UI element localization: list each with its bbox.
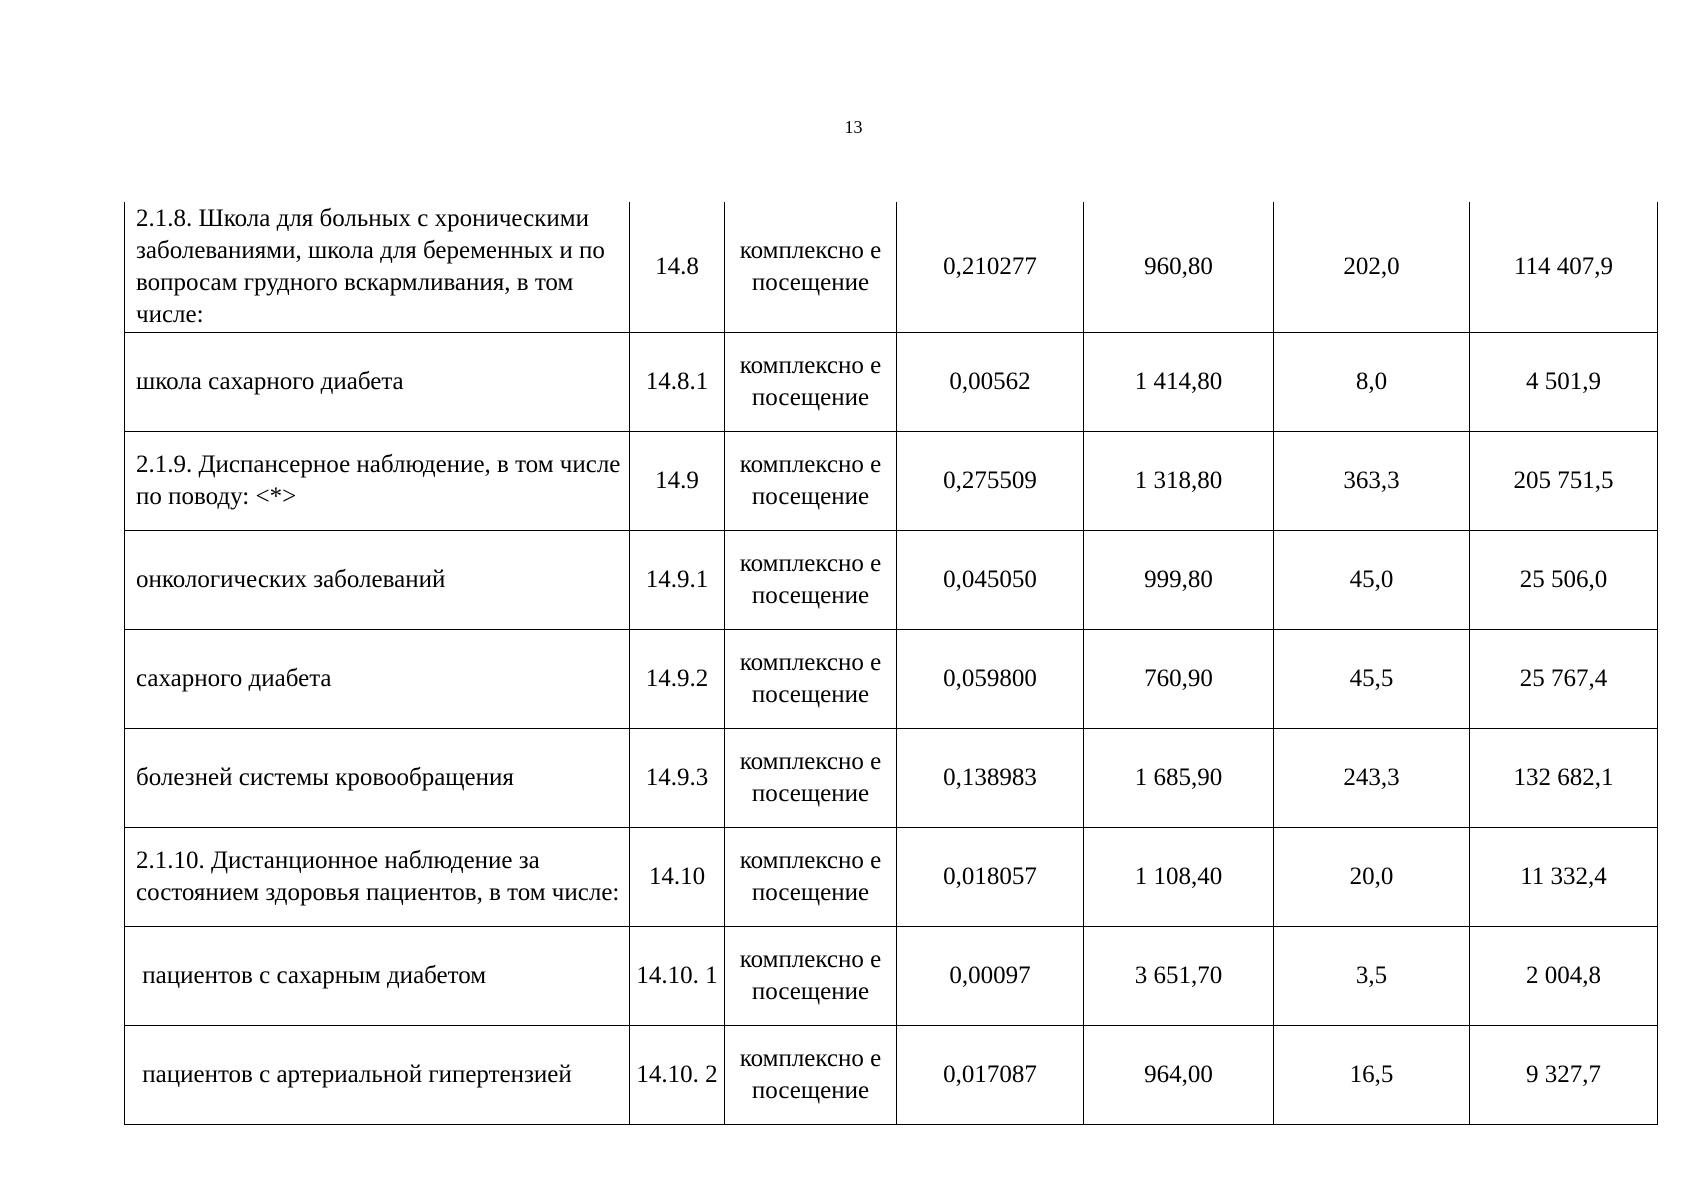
row-cost: 999,80 bbox=[1084, 531, 1274, 630]
row-total: 114 407,9 bbox=[1470, 202, 1658, 333]
row-norm: 0,275509 bbox=[897, 432, 1084, 531]
row-name: пациентов с сахарным диабетом bbox=[125, 927, 630, 1026]
table-row bbox=[125, 202, 1658, 333]
row-unit: комплексно е посещение bbox=[725, 531, 897, 630]
row-name: онкологических заболеваний bbox=[125, 531, 630, 630]
row-total: 25 767,4 bbox=[1470, 630, 1658, 729]
row-total: 132 682,1 bbox=[1470, 729, 1658, 828]
row-total: 25 506,0 bbox=[1470, 531, 1658, 630]
row-code: 14.8 bbox=[630, 202, 725, 333]
row-norm: 0,00562 bbox=[897, 333, 1084, 432]
table-row bbox=[125, 729, 1658, 828]
row-unit: комплексно е посещение bbox=[725, 333, 897, 432]
row-total: 9 327,7 bbox=[1470, 1026, 1658, 1125]
row-unit: комплексно е посещение bbox=[725, 432, 897, 531]
row-norm: 0,017087 bbox=[897, 1026, 1084, 1125]
table-row bbox=[125, 531, 1658, 630]
row-total: 4 501,9 bbox=[1470, 333, 1658, 432]
row-norm: 0,045050 bbox=[897, 531, 1084, 630]
row-total: 2 004,8 bbox=[1470, 927, 1658, 1026]
page-number: 13 bbox=[844, 117, 863, 137]
row-per-capita: 45,5 bbox=[1274, 630, 1470, 729]
row-code: 14.10. 1 bbox=[630, 927, 725, 1026]
row-norm: 0,018057 bbox=[897, 828, 1084, 927]
row-cost: 1 108,40 bbox=[1084, 828, 1274, 927]
table-row bbox=[125, 432, 1658, 531]
row-name: 2.1.9. Диспансерное наблюдение, в том числе по поводу: <*> bbox=[125, 432, 630, 531]
row-name: школа сахарного диабета bbox=[125, 333, 630, 432]
row-unit: комплексно е посещение bbox=[725, 927, 897, 1026]
table-row bbox=[125, 1026, 1658, 1125]
row-unit: комплексно е посещение bbox=[725, 202, 897, 333]
row-code: 14.9.2 bbox=[630, 630, 725, 729]
row-name: 2.1.10. Дистанционное наблюдение за состоянием здоровья пациентов, в том числе: bbox=[125, 828, 630, 927]
row-name: 2.1.8. Школа для больных с хроническими заболеваниями, школа для беременных и по вопросам грудного вскармливания, в том числе: bbox=[125, 202, 630, 333]
row-unit: комплексно е посещение bbox=[725, 729, 897, 828]
row-per-capita: 8,0 bbox=[1274, 333, 1470, 432]
row-per-capita: 3,5 bbox=[1274, 927, 1470, 1026]
row-cost: 1 318,80 bbox=[1084, 432, 1274, 531]
row-code: 14.9.1 bbox=[630, 531, 725, 630]
row-unit: комплексно е посещение bbox=[725, 828, 897, 927]
row-per-capita: 363,3 bbox=[1274, 432, 1470, 531]
row-name: болезней системы кровообращения bbox=[125, 729, 630, 828]
row-code: 14.9 bbox=[630, 432, 725, 531]
row-total: 11 332,4 bbox=[1470, 828, 1658, 927]
row-cost: 1 414,80 bbox=[1084, 333, 1274, 432]
row-code: 14.9.3 bbox=[630, 729, 725, 828]
row-unit: комплексно е посещение bbox=[725, 1026, 897, 1125]
row-norm: 0,210277 bbox=[897, 202, 1084, 333]
row-per-capita: 20,0 bbox=[1274, 828, 1470, 927]
row-cost: 3 651,70 bbox=[1084, 927, 1274, 1026]
row-code: 14.8.1 bbox=[630, 333, 725, 432]
row-per-capita: 243,3 bbox=[1274, 729, 1470, 828]
table-row bbox=[125, 333, 1658, 432]
row-per-capita: 45,0 bbox=[1274, 531, 1470, 630]
row-total: 205 751,5 bbox=[1470, 432, 1658, 531]
row-name: пациентов с артериальной гипертензией bbox=[125, 1026, 630, 1125]
row-norm: 0,138983 bbox=[897, 729, 1084, 828]
row-norm: 0,00097 bbox=[897, 927, 1084, 1026]
table-row bbox=[125, 927, 1658, 1026]
row-cost: 960,80 bbox=[1084, 202, 1274, 333]
row-name: сахарного диабета bbox=[125, 630, 630, 729]
table-row bbox=[125, 630, 1658, 729]
row-unit: комплексно е посещение bbox=[725, 630, 897, 729]
row-code: 14.10. 2 bbox=[630, 1026, 725, 1125]
row-cost: 760,90 bbox=[1084, 630, 1274, 729]
row-cost: 1 685,90 bbox=[1084, 729, 1274, 828]
table-row bbox=[125, 828, 1658, 927]
row-per-capita: 202,0 bbox=[1274, 202, 1470, 333]
row-norm: 0,059800 bbox=[897, 630, 1084, 729]
row-code: 14.10 bbox=[630, 828, 725, 927]
data-table bbox=[124, 202, 1658, 1125]
row-per-capita: 16,5 bbox=[1274, 1026, 1470, 1125]
row-cost: 964,00 bbox=[1084, 1026, 1274, 1125]
